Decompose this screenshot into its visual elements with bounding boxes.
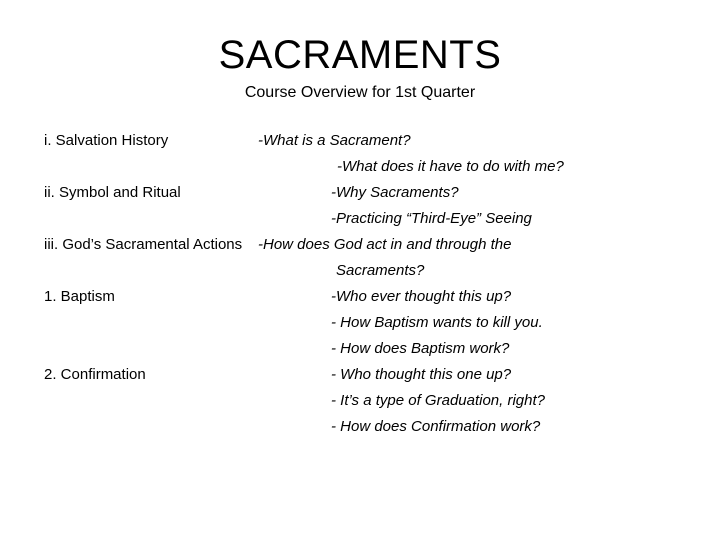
outline-question: - How does Confirmation work? <box>331 418 541 435</box>
outline-question: -Who ever thought this up? <box>331 288 512 305</box>
outline-question: Sacraments? <box>336 262 425 279</box>
outline-topic: 2. Confirmation <box>44 366 146 383</box>
outline-question: -What does it have to do with me? <box>337 158 564 175</box>
outline-question: - How does Baptism work? <box>331 340 510 357</box>
outline-topic: iii. God’s Sacramental Actions <box>44 236 243 253</box>
outline-topic: 1. Baptism <box>44 288 115 305</box>
outline-topic: ii. Symbol and Ritual <box>44 184 181 201</box>
outline-topic: i. Salvation History <box>44 132 169 149</box>
outline-question: -How does God act in and through the <box>258 236 512 253</box>
outline-question: - Who thought this one up? <box>331 366 512 383</box>
slide-title: SACRAMENTS <box>218 33 502 77</box>
slide-subtitle: Course Overview for 1st Quarter <box>244 84 476 101</box>
outline-question: - It’s a type of Graduation, right? <box>331 392 546 409</box>
outline-question: - How Baptism wants to kill you. <box>331 314 543 331</box>
outline-question: -Why Sacraments? <box>331 184 459 201</box>
outline-question: -What is a Sacrament? <box>258 132 411 149</box>
outline-question: -Practicing “Third-Eye” Seeing <box>331 210 532 227</box>
